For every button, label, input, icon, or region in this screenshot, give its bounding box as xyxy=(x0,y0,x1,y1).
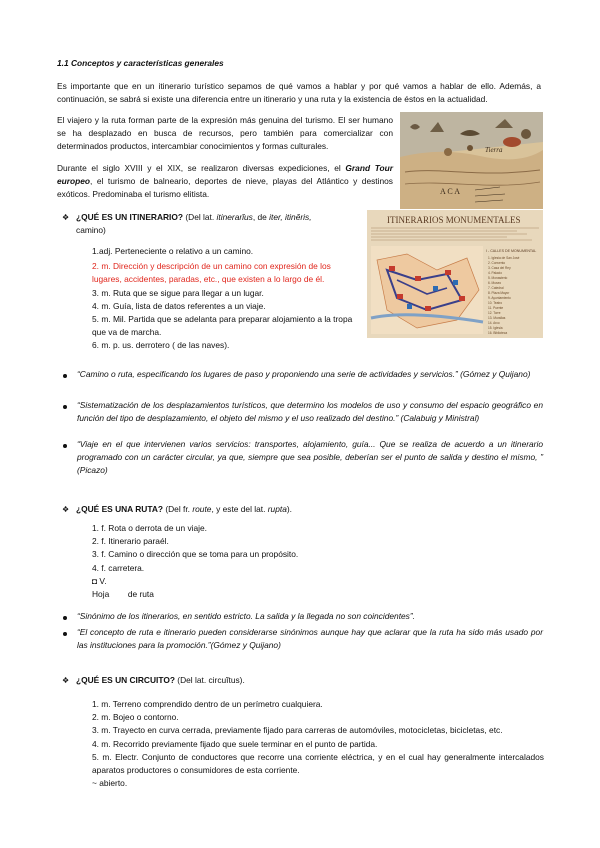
old-map-image xyxy=(400,112,543,209)
ruta-etym-latin: rupta xyxy=(267,504,287,514)
itinerario-heading: ¿QUÉ ES UN ITINERARIO? xyxy=(76,212,184,222)
circuito-heading: ¿QUÉ ES UN CIRCUITO? xyxy=(76,675,175,685)
intro-paragraph: Es importante que en un itinerario turístico sepamos de qué vamos a hablar y por qué vamos a hablar de ello. Además, a continuación, se sabrá si existe una diferencia entre un itinerario y una ruta y la existencia de éstos en la actualidad. xyxy=(57,81,541,105)
diamond-bullet-icon: ❖ xyxy=(62,213,70,222)
definition-item-highlighted: 2. m. Dirección y descripción de un camino con expresión de los lugares, accidentes, paradas, etc., que existen a lo largo de él. xyxy=(92,261,331,285)
circuito-heading-block xyxy=(62,674,482,687)
ruta-heading-block xyxy=(62,503,482,516)
diamond-bullet-icon: ❖ xyxy=(62,676,70,685)
quote-concepto-ruta: “El concepto de ruta e itinerario pueden considerarse sinónimos aunque hay que aclarar que la ruta ha sido más usado por las instituciones para la promoción.”(Gómez y Quijano) xyxy=(77,627,543,651)
legend-item: 15. Iglesia xyxy=(488,326,503,330)
bullet-icon xyxy=(63,616,67,620)
diamond-bullet-icon: ❖ xyxy=(62,505,70,514)
quote-sinonimo: “Sinónimo de los itinerarios, en sentido estricto. La salida y la llegada no son coincidentes”. xyxy=(77,611,415,621)
paragraph-history-text-a: Durante el siglo XVIII y el XIX, se realizaron diversas expediciones, el xyxy=(57,163,341,173)
bullet-icon xyxy=(63,405,67,409)
legend-item: 16. Biblioteca xyxy=(488,331,508,335)
monumental-map-image xyxy=(367,210,543,338)
legend-item: 5. Monasterio xyxy=(488,276,508,280)
monumental-legend-title: I - CALLES DE MONUMENTAL xyxy=(486,249,537,253)
itinerario-etym-latin: itinerarĭus xyxy=(216,212,253,222)
definition-item: 3. f. Camino o dirección que se toma para un propósito. xyxy=(92,549,299,560)
grand-tour-label: Grand Tour europeo xyxy=(57,163,394,187)
monumental-title: ITINERARIOS MONUMENTALES xyxy=(387,215,521,225)
ruta-etym-end: ). xyxy=(286,504,292,514)
paragraph-history-text-b: , el turismo de balneario, deportes de nieve, playas del Atlántico y destinos exóticos. Predominaba el turismo elitista. xyxy=(57,176,393,200)
map-label-tierra: Tierra xyxy=(485,146,503,154)
quote-picazo: “Viaje en el que intervienen varios servicios: transportes, alojamiento, guía... Que se realiza de acuerdo a un itinerario programado con un carácter circular, ya que, siempre que sea posible, deberían ser el punto de salida y destino el mismo, ” (Picazo) xyxy=(77,439,543,476)
paragraph-traveler: El viajero y la ruta forman parte de la expresión más genuina del turismo. El ser humano se ha desplazado en busca de recursos, pero también para comercializar con determinados productos, intercambiar conocimientos y formas culturales. xyxy=(57,115,393,152)
circuito-etym: (Del lat. circuĭtus). xyxy=(177,675,245,685)
bullet-icon xyxy=(63,444,67,448)
map-label-aca: A C A xyxy=(440,187,461,196)
definition-item: 3. m. Ruta que se sigue para llegar a un lugar. xyxy=(92,287,264,298)
definition-item: 4. f. carretera. xyxy=(92,562,145,573)
definition-item: 1. m. Terreno comprendido dentro de un perímetro cualquiera. xyxy=(92,699,323,709)
legend-item: 8. Plaza Mayor xyxy=(488,291,510,295)
monumental-map-illustration xyxy=(367,210,543,338)
definition-item: 4. m. Recorrido previamente fijado que suele terminar en el punto de partida. xyxy=(92,738,378,749)
legend-item: 6. Museo xyxy=(488,281,502,285)
ruta-heading: ¿QUÉ ES UNA RUTA? xyxy=(76,504,164,514)
itinerario-etym-end: camino) xyxy=(76,225,106,236)
legend-item: 3. Casa del Rey xyxy=(488,266,511,270)
itinerario-heading-block xyxy=(62,211,360,237)
definition-item: 2. f. Itinerario paraél. xyxy=(92,536,169,547)
circuito-definitions xyxy=(92,698,544,790)
ruta-etym-prefix: (Del fr. xyxy=(165,504,191,514)
ruta-etym-mid: , y este del lat. xyxy=(211,504,266,514)
legend-item: 9. Ayuntamiento xyxy=(488,296,511,300)
legend-item: 13. Murallas xyxy=(488,316,506,320)
quote-calabuig-ministral: “Sistematización de los desplazamientos turísticos, que determino los modelos de uso y consumo del espacio geográfico en función del tipo de desplazamiento, el objeto del mismo y el uso realizado del destino.” (Calabuig y Ministral) xyxy=(77,400,543,424)
definition-item: ◘ V. xyxy=(92,575,107,586)
legend-item: 4. Palacio xyxy=(488,271,502,275)
itinerario-etym-mid: , de xyxy=(252,212,267,222)
definition-item: ~ abierto. xyxy=(92,778,128,789)
itinerario-etym-prefix: (Del lat. xyxy=(185,212,215,222)
legend-item: 14. Arco xyxy=(488,321,500,325)
legend-item: 7. Catedral xyxy=(488,286,504,290)
definition-item: 2. m. Bojeo o contorno. xyxy=(92,712,179,723)
legend-item: 1. Iglesia de San José xyxy=(488,256,520,260)
itinerario-definitions xyxy=(92,245,360,353)
bullet-icon xyxy=(63,374,67,378)
bullet-icon xyxy=(63,632,67,636)
definition-item: Hoja de ruta xyxy=(92,589,154,600)
definition-item: 4. m. Guía, lista de datos referentes a un viaje. xyxy=(92,300,266,311)
definition-item: 5. m. Electr. Conjunto de conductores que recorre una corriente eléctrica, y en el cual hay generalmente intercalados aparatos productores o consumidores de esta corriente. xyxy=(92,751,544,776)
definition-item: 3. m. Trayecto en curva cerrada, previamente fijado para carreras de automóviles, motocicletas, bicicletas, etc. xyxy=(92,725,503,736)
ruta-etym-french: route xyxy=(192,504,212,514)
definition-item: 1. f. Rota o derrota de un viaje. xyxy=(92,523,207,533)
legend-item: 11. Puente xyxy=(488,306,504,310)
legend-item: 10. Teatro xyxy=(488,301,503,305)
quote-gomez-quijano: “Camino o ruta, especificando los lugares de paso y proponiendo una serie de actividades y servicios.” (Gómez y Quijano) xyxy=(77,369,531,379)
itinerario-etym-iter: iter, itinĕris, xyxy=(269,212,312,222)
definition-item: 5. m. Mil. Partida que se adelanta para preparar alojamiento a la tropa que va de marcha. xyxy=(92,314,353,338)
ruta-definitions xyxy=(92,522,392,601)
section-title: 1.1 Conceptos y características generales xyxy=(57,58,224,68)
definition-item: 1.adj. Perteneciente o relativo a un camino. xyxy=(92,246,254,256)
legend-item: 12. Torre xyxy=(488,311,501,315)
definition-item: 6. m. p. us. derrotero ( de las naves). xyxy=(92,340,230,351)
old-map-illustration xyxy=(400,112,543,209)
legend-item: 2. Convento xyxy=(488,261,506,265)
paragraph-history xyxy=(57,162,393,202)
